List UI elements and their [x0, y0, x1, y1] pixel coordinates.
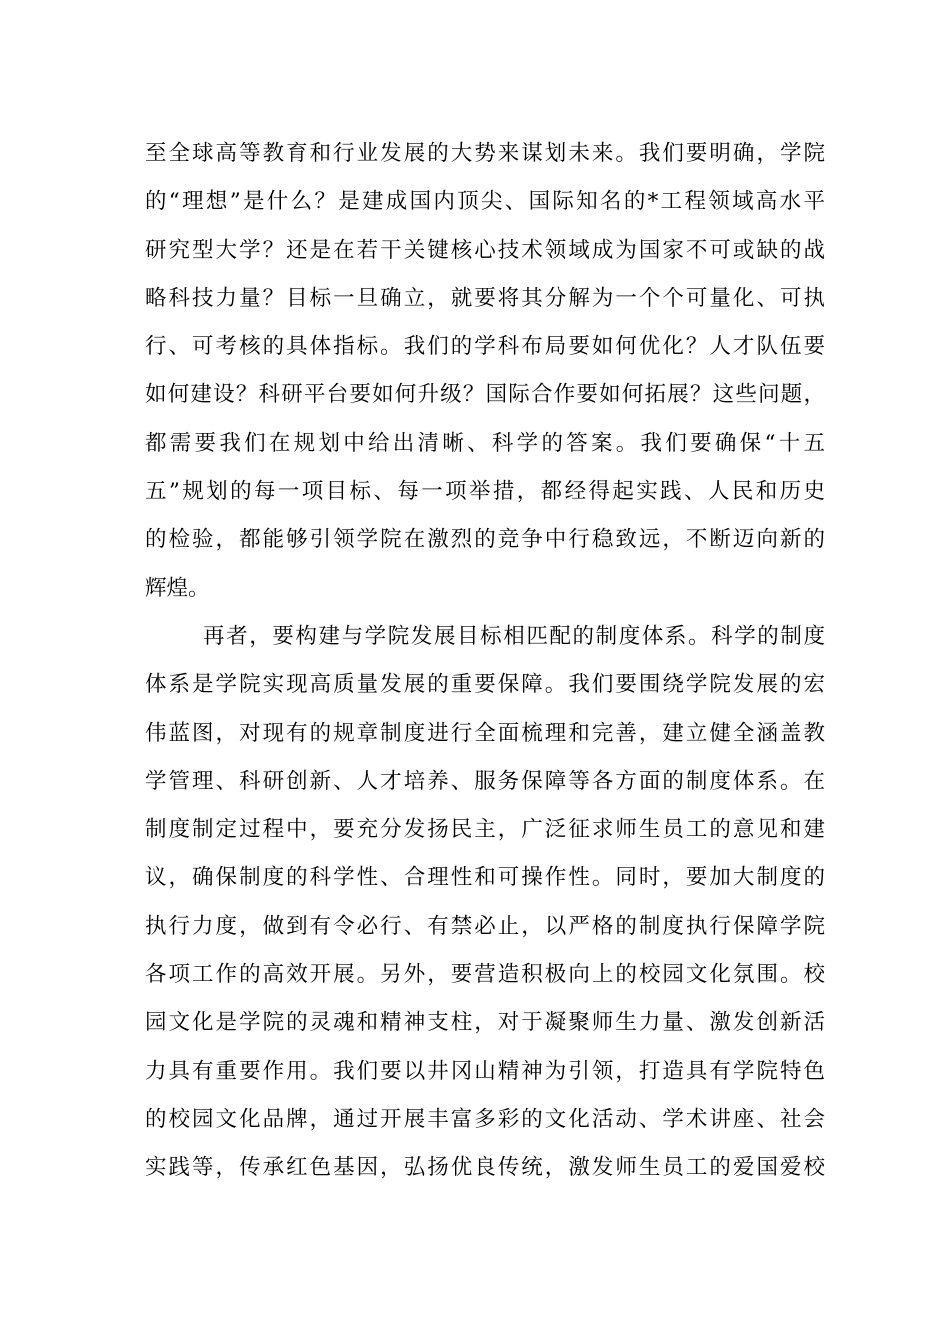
paragraph-1 [145, 130, 825, 613]
text-line: 议，确保制度的科学性、合理性和可操作性。同时，要加大制度的 [145, 865, 825, 891]
text-line: 园文化是学院的灵魂和精神支柱，对于凝聚师生力量、激发创新活 [145, 1010, 825, 1036]
text-line: 学管理、科研创新、人才培养、服务保障等各方面的制度体系。在 [145, 768, 825, 794]
body-text [145, 130, 825, 1193]
text-line: 都需要我们在规划中给出清晰、科学的答案。我们要确保“十五 [145, 430, 825, 456]
text-line: 的“理想”是什么？是建成国内顶尖、国际知名的*工程领域高水平 [145, 189, 825, 215]
text-line: 的校园文化品牌，通过开展丰富多彩的文化活动、学术讲座、社会 [145, 1106, 825, 1132]
text-line: 执行力度，做到有令必行、有禁必止，以严格的制度执行保障学院 [145, 913, 825, 939]
text-line: 行、可考核的具体指标。我们的学科布局要如何优化？人才队伍要 [145, 334, 825, 360]
text-line: 力具有重要作用。我们要以井冈山精神为引领，打造具有学院特色 [145, 1058, 825, 1084]
text-line: 各项工作的高效开展。另外，要营造积极向上的校园文化氛围。校 [145, 962, 825, 988]
text-line: 体系是学院实现高质量发展的重要保障。我们要围绕学院发展的宏 [145, 672, 825, 698]
text-line: 略科技力量？目标一旦确立，就要将其分解为一个个可量化、可执 [145, 285, 825, 311]
text-line: 伟蓝图，对现有的规章制度进行全面梳理和完善，建立健全涵盖教 [145, 720, 825, 746]
paragraph-2 [145, 613, 825, 1193]
text-line: 实践等，传承红色基因，弘扬优良传统，激发师生员工的爱国爱校 [145, 1155, 825, 1181]
text-line: 辉煌。 [145, 575, 210, 601]
text-line: 五”规划的每一项目标、每一项举措，都经得起实践、人民和历史 [145, 479, 825, 505]
text-line: 研究型大学？还是在若干关键核心技术领域成为国家不可或缺的战 [145, 237, 825, 263]
text-line: 至全球高等教育和行业发展的大势来谋划未来。我们要明确，学院 [145, 141, 825, 166]
text-line: 制度制定过程中，要充分发扬民主，广泛征求师生员工的意见和建 [145, 817, 825, 843]
text-line: 的检验，都能够引领学院在激烈的竞争中行稳致远，不断迈向新的 [145, 527, 825, 553]
text-line: 如何建设？科研平台要如何升级？国际合作要如何拓展？这些问题， [145, 382, 825, 408]
text-line: 再者，要构建与学院发展目标相匹配的制度体系。科学的制度 [203, 623, 825, 649]
